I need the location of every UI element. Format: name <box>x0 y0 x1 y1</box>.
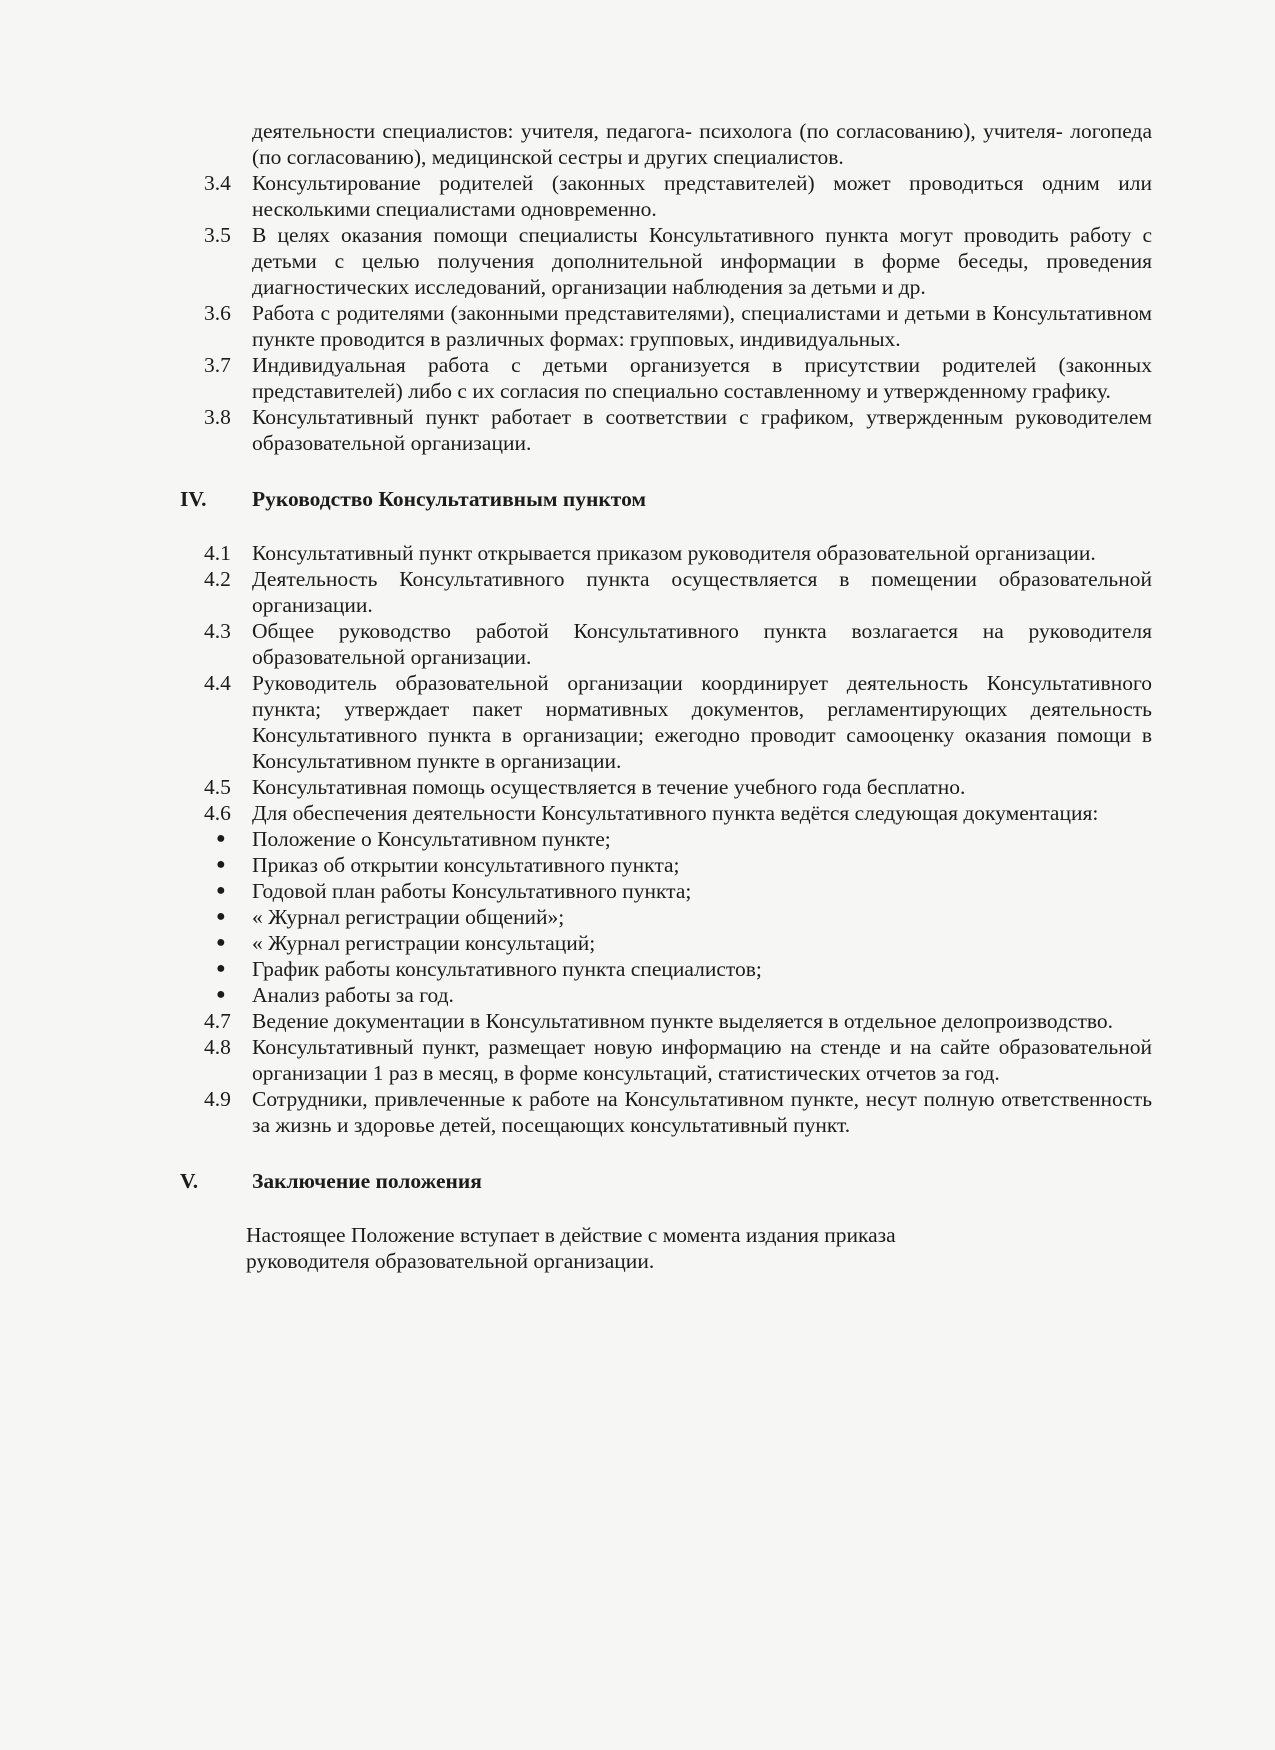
bullet-item: ● « Журнал регистрации общений»; <box>216 905 565 929</box>
section-4-items <box>204 540 1152 1138</box>
intro-paragraph: деятельности специалистов: учителя, педагога- психолога (по согласованию), учителя- логопеда (по согласованию), медицинской сестры и других специалистов. <box>252 119 1152 169</box>
bullet-icon: ● <box>216 856 226 873</box>
bullet-item: ● Анализ работы за год. <box>216 983 454 1007</box>
bullet-icon: ● <box>216 934 226 951</box>
list-item: 4.4 Руководитель образовательной организации координирует деятельность Консультативного пункта; утверждает пакет нормативных документов, регламентирующих деятельность Консультативного пункта в организации; ежегодно проводит самооценку оказания помощи в Консультативном пункте в организации. <box>204 671 1152 773</box>
list-item: 3.7 Индивидуальная работа с детьми организуется в присутствии родителей (законных представителей) либо с их согласия по специально составленному и утвержденному графику. <box>204 353 1152 403</box>
list-item: 4.3 Общее руководство работой Консультативного пункта возлагается на руководителя образовательной организации. <box>204 619 1152 669</box>
list-item: 3.5 В целях оказания помощи специалисты Консультативного пункта могут проводить работу с детьми с целью получения дополнительной информации в форме беседы, проведения диагностических исследований, организации наблюдения за детьми и др. <box>204 223 1152 299</box>
bullet-icon: ● <box>216 908 226 925</box>
section-4-heading: IV. Руководство Консультативным пунктом <box>180 487 647 511</box>
list-item: 4.8 Консультативный пункт, размещает новую информацию на стенде и на сайте образовательной организации 1 раз в месяц, в форме консультаций, статистических отчетов за год. <box>204 1035 1152 1085</box>
list-item: 4.9 Сотрудники, привлеченные к работе на Консультативном пункте, несут полную ответственность за жизнь и здоровье детей, посещающих консультативный пункт. <box>204 1087 1152 1137</box>
list-item: 4.6 Для обеспечения деятельности Консультативного пункта ведётся следующая документация: <box>204 801 1099 825</box>
bullet-item: ● Положение о Консультативном пункте; <box>216 827 611 851</box>
list-item: 4.2 Деятельность Консультативного пункта осуществляется в помещении образовательной организации. <box>204 567 1152 617</box>
list-item: 3.6 Работа с родителями (законными представителями), специалистами и детьми в Консультативном пункте проводится в различных формах: групповых, индивидуальных. <box>204 301 1152 351</box>
closing-paragraph: Настоящее Положение вступает в действие с момента издания приказа руководителя образовательной организации. <box>246 1223 896 1273</box>
list-item: 4.5 Консультативная помощь осуществляется в течение учебного года бесплатно. <box>204 775 966 799</box>
list-item: 3.8 Консультативный пункт работает в соответствии с графиком, утвержденным руководителем образовательной организации. <box>204 405 1152 455</box>
bullet-item: ● Приказ об открытии консультативного пункта; <box>216 853 680 877</box>
list-item: 4.7 Ведение документации в Консультативном пункте выделяется в отдельное делопроизводство. <box>204 1009 1114 1033</box>
list-item: 3.4 Консультирование родителей (законных представителей) может проводиться одним или несколькими специалистами одновременно. <box>204 171 1152 221</box>
section-3-items <box>204 170 1152 456</box>
section-5-heading: V. Заключение положения <box>180 1169 482 1193</box>
bullet-icon: ● <box>216 882 226 899</box>
bullet-icon: ● <box>216 830 226 847</box>
bullet-item: ● Годовой план работы Консультативного пункта; <box>216 879 692 903</box>
list-item: 4.1 Консультативный пункт открывается приказом руководителя образовательной организации. <box>204 541 1096 565</box>
bullet-item: ● « Журнал регистрации консультаций; <box>216 931 596 955</box>
bullet-icon: ● <box>216 986 226 1003</box>
bullet-icon: ● <box>216 960 226 977</box>
bullet-item: ● График работы консультативного пункта специалистов; <box>216 957 762 981</box>
document-body <box>180 118 1152 1274</box>
